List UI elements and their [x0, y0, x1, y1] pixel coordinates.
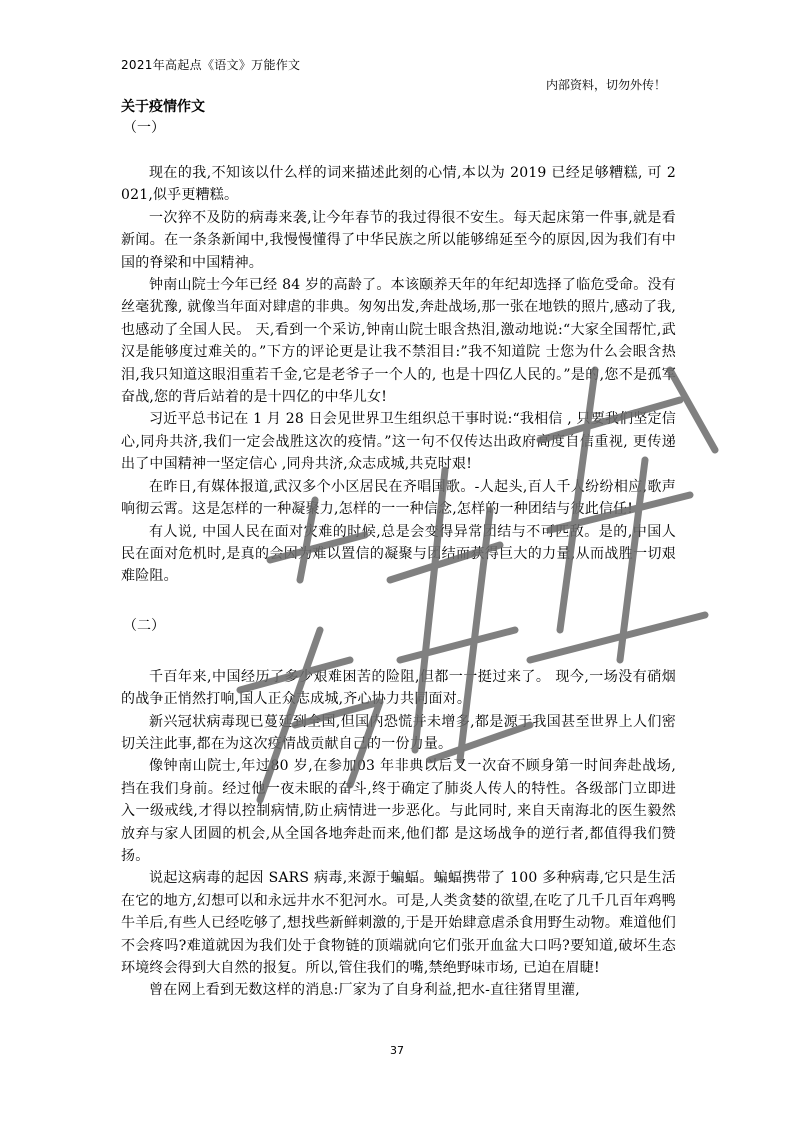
spacer: [121, 138, 676, 162]
document-body: [121, 96, 676, 1002]
section-2-paragraph-4: 说起这病毒的起因 SARS 病毒,来源于蝙蝠。蝙蝠携带了 100 多种病毒,它只是生活在它的地方,幻想可以和永远井水不犯河水。可是,人类贪婪的欲望,在吃了几千几百年鸡鸭牛羊后,有些人已经吃够了,想找些新鲜刺激的,于是开始肆意虐杀食用野生动物。难道他们不会疼吗?难道就因为我们处于食物链的顶端就向它们张开血盆大口吗?要知道,破坏生态环境终会得到大自然的报复。所以,管住我们的嘴,禁绝野味市场, 已迫在眉睫!: [121, 870, 676, 976]
section-1-paragraph-3: 钟南山院士今年已经 84 岁的高龄了。本该颐养天年的年纪却选择了临危受命。没有丝毫犹豫, 就像当年面对肆虐的非典。匆匆出发,奔赴战场,那一张在地铁的照片,感动了我,也感动了全国人民。 天,看到一个采访,钟南山院士眼含热泪,激动地说:“大家全国帮忙,武汉是能够度过难关的。”下方的评论更是让我不禁泪目:”我不知道院 士您为什么会眼含热泪,我只知道这眼泪重若千金,它是老爷子一个人的, 也是十四亿人民的。”是的,您不是孤军奋战,您的背后站着的是十四亿的中华儿女!: [121, 277, 676, 406]
section-2-heading: （二）: [123, 617, 165, 634]
section-2-paragraph-2: 新兴冠状病毒现已蔓延到全国,但国内恐慌并未增多,都是源于我国甚至世界上人们密切关注此事,都在为这次疫情战贡献自己的一份力量。: [121, 713, 676, 752]
page-number: 37: [390, 1044, 404, 1057]
header-notice: 内部资料，切勿外传！: [545, 78, 666, 92]
document-title: 关于疫情作文: [121, 99, 205, 115]
header-title: 2021年高起点《语文》万能作文: [121, 58, 301, 72]
section-1-heading: （一）: [123, 120, 165, 136]
section-1-paragraph-6: 有人说, 中国人民在面对灾难的时候,总是会变得异常团结与不可匹敌。是的,中国人民在面对危机时,是真的会因为难以置信的凝聚与团结而获得巨大的力量,从而战胜一切艰难险阻。: [121, 523, 676, 585]
section-1-paragraph-2: 一次猝不及防的病毒来袭,让今年春节的我过得很不安生。每天起床第一件事,就是看新闻。在一条条新闻中,我慢慢懂得了中华民族之所以能够绵延至今的原因,因为我们有中国的脊梁和中国精神。: [121, 209, 676, 271]
section-2-paragraph-3: 像钟南山院士,年过80 岁,在参加03 年非典以后又一次奋不顾身第一时间奔赴战场,挡在我们身前。经过他一夜未眠的奋斗,终于确定了肺炎人传人的特性。各级部门立即进入一级戒线,才得以控制病情,防止病情进一步恶化。与此同时, 来自天南海北的医生毅然放弃与家人团圆的机会,从全国各地奔赴而来,他们都 是这场战争的逆行者,都值得我们赞扬。: [121, 758, 676, 864]
spacer: [121, 636, 676, 666]
section-2-paragraph-1: 千百年来,中国经历了多少艰难困苦的险阻,但都一一挺过来了。 现今,一场没有硝烟的战争正悄然打响,国人正众志成城,齐心协力共同面对。: [121, 668, 676, 708]
section-1-paragraph-1: 现在的我,不知该以什么样的词来描述此刻的心情,本以为 2019 已经足够糟糕, 可 2021,似乎更糟糕。: [121, 165, 676, 204]
spacer: [121, 588, 676, 616]
section-2-paragraph-5: 曾在网上看到无数这样的消息:厂家为了自身利益,把水-直往猪胃里灌,: [149, 982, 580, 999]
section-1-paragraph-5: 在昨日,有媒体报道,武汉多个小区居民在齐唱国歌。-人起头,百人千人纷纷相应,歌声响彻云霄。这是怎样的一种凝聚力,怎样的一一种信念,怎样的一种团结与彼此信任!: [121, 478, 676, 518]
section-1-paragraph-4: 习近平总书记在 1 月 28 日会见世界卫生组织总干事时说:“我相信 , 只要我们坚定信心,同舟共济,我们一定会战胜这次的疫情。”这一句不仅传达出政府高度自信重视, 更传递出了中国精神一坚定信心 ,同舟共济,众志成城,共克时艰!: [121, 411, 676, 473]
